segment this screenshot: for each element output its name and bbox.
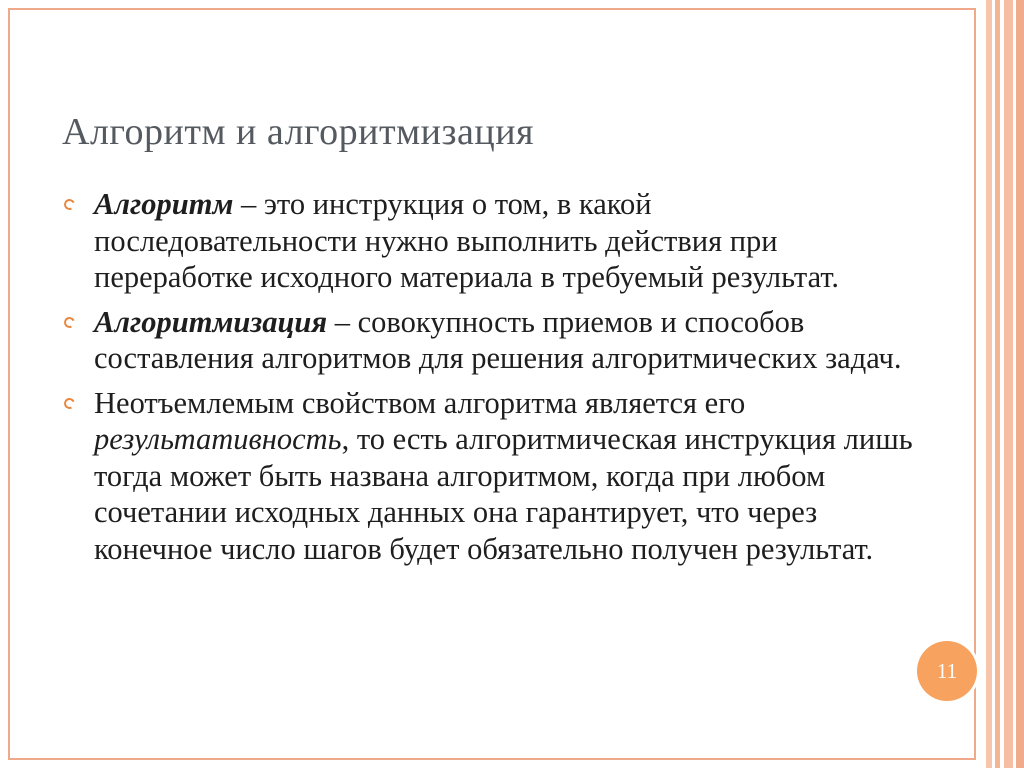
circle-bullet-icon <box>62 197 76 211</box>
bullet-term: Алгоритмизация <box>94 304 328 339</box>
bullet-list <box>62 186 922 575</box>
bullet-emphasis: результативность <box>94 422 342 456</box>
bullet-term: Алгоритм <box>94 187 234 221</box>
decorative-stripe <box>1016 0 1024 768</box>
bullet-item-algorithmization <box>62 304 922 377</box>
decorative-stripe <box>995 0 1000 768</box>
circle-bullet-icon <box>62 315 76 329</box>
circle-bullet-icon <box>62 396 76 410</box>
bullet-text: , то есть алгоритмическая инструкция лишь тогда может быть названа алгоритмом, когда при любом сочетании исходных данных она гарантирует, что через конечное число шагов будет обязательно получен результат. <box>94 422 913 566</box>
bullet-item-algorithm <box>62 186 922 296</box>
bullet-text: – это инструкция о том, в какой последовательности нужно выполнить действия при переработке исходного материала в требуемый результат. <box>94 187 840 294</box>
bullet-text: – совокупность приемов и способов составления алгоритмов для решения алгоритмических задач. <box>94 304 902 375</box>
page-number-badge: 11 <box>917 641 977 701</box>
decorative-stripe <box>986 0 992 768</box>
decorative-stripe <box>1004 0 1013 768</box>
bullet-item-effectiveness <box>62 385 922 568</box>
slide-title: Алгоритм и алгоритмизация <box>62 111 535 153</box>
bullet-text: Неотъемлемым свойством алгоритма является его <box>94 385 746 420</box>
